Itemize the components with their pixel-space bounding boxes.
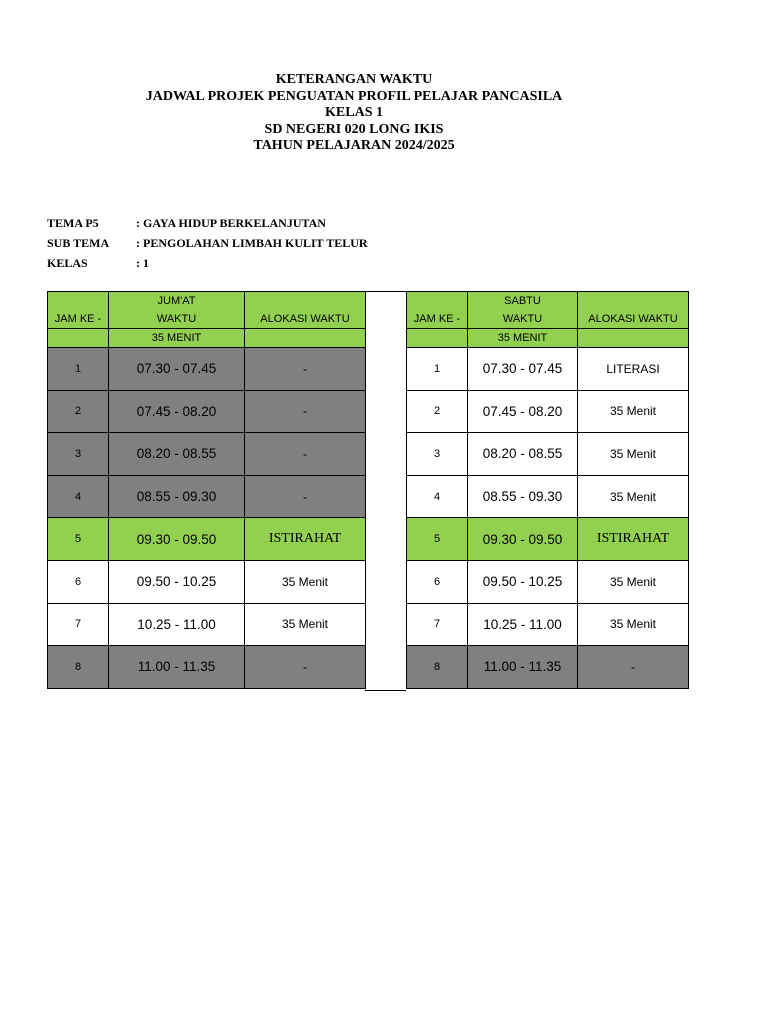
time-cell: 11.00 - 11.35 [109,646,245,689]
time-cell: 07.30 - 07.45 [468,348,578,391]
title-line: SD NEGERI 020 LONG IKIS [264,121,444,137]
table-gap [365,291,406,691]
time-cell: 08.20 - 08.55 [468,433,578,476]
alokasi-cell: - [245,646,366,689]
header-cell [245,329,366,348]
meta-value: : GAYA HIDUP BERKELANJUTAN [136,215,326,230]
meta-key: TEMA P5 [47,215,99,230]
table-row [48,390,366,433]
jam-header: JAM KE - [407,310,468,329]
time-cell: 07.30 - 07.45 [109,348,245,391]
header-cell [407,329,468,348]
alokasi-cell: 35 Menit [578,475,689,518]
meta-row-tema [47,213,368,233]
table-row [407,348,689,391]
alokasi-cell: 35 Menit [578,603,689,646]
duration-header: 35 MENIT [109,329,245,348]
jam-cell: 2 [48,390,109,433]
table-row [48,433,366,476]
meta-key: SUB TEMA [47,235,110,250]
time-cell: 08.55 - 09.30 [468,475,578,518]
time-cell: 08.20 - 08.55 [109,433,245,476]
header-row [407,292,689,311]
jam-cell: 5 [407,518,468,561]
header-row [48,310,366,329]
alokasi-cell: ISTIRAHAT [245,518,366,561]
table-row [407,475,689,518]
header-cell [578,292,689,311]
table-row [407,560,689,603]
jam-cell: 4 [407,475,468,518]
table-row [48,348,366,391]
header-row [48,329,366,348]
schedule-table-friday [47,291,366,689]
header-cell [245,292,366,311]
jam-cell: 1 [48,348,109,391]
time-cell: 09.50 - 10.25 [468,560,578,603]
meta-row-kelas [47,253,368,273]
jam-cell: 4 [48,475,109,518]
jam-cell: 3 [407,433,468,476]
jam-cell: 7 [48,603,109,646]
meta-value: : PENGOLAHAN LIMBAH KULIT TELUR [136,235,368,250]
time-cell: 11.00 - 11.35 [468,646,578,689]
alokasi-cell: LITERASI [578,348,689,391]
jam-cell: 3 [48,433,109,476]
jam-cell: 1 [407,348,468,391]
title-line: JADWAL PROJEK PENGUATAN PROFIL PELAJAR PANCASILA [145,88,563,104]
time-cell: 09.30 - 09.50 [109,518,245,561]
alokasi-cell: - [245,390,366,433]
duration-header: 35 MENIT [468,329,578,348]
time-cell: 09.50 - 10.25 [109,560,245,603]
alokasi-cell: 35 Menit [245,560,366,603]
title-line: KELAS 1 [325,105,383,120]
alokasi-cell: ISTIRAHAT [578,518,689,561]
time-cell: 08.55 - 09.30 [109,475,245,518]
jam-cell: 6 [407,560,468,603]
alokasi-cell: - [245,433,366,476]
alokasi-cell: 35 Menit [578,560,689,603]
time-cell: 10.25 - 11.00 [468,603,578,646]
alokasi-cell: - [578,646,689,689]
jam-cell: 5 [48,518,109,561]
waktu-header: WAKTU [109,310,245,329]
header-cell [48,329,109,348]
time-cell: 10.25 - 11.00 [109,603,245,646]
document-title [0,72,708,155]
schedule-table-saturday [406,291,689,689]
time-cell: 09.30 - 09.50 [468,518,578,561]
jam-cell: 8 [48,646,109,689]
meta-key: KELAS [47,255,88,270]
alokasi-cell: 35 Menit [578,390,689,433]
header-cell [48,292,109,311]
title-line: TAHUN PELAJARAN 2024/2025 [253,138,455,153]
alokasi-header: ALOKASI WAKTU [245,310,366,329]
table-row [48,646,366,689]
header-row [407,310,689,329]
alokasi-cell: 35 Menit [245,603,366,646]
table-row [407,646,689,689]
meta-value: : 1 [136,255,149,270]
alokasi-header: ALOKASI WAKTU [578,310,689,329]
table-row [48,518,366,561]
table-row [407,390,689,433]
time-cell: 07.45 - 08.20 [468,390,578,433]
table-row [407,518,689,561]
table-row [48,560,366,603]
header-row [407,329,689,348]
meta-row-subtema [47,233,368,253]
jam-cell: 7 [407,603,468,646]
table-row [407,603,689,646]
table-row [48,603,366,646]
jam-cell: 8 [407,646,468,689]
meta-info [47,213,368,273]
table-row [48,475,366,518]
header-row [48,292,366,311]
header-cell [578,329,689,348]
day-header: SABTU [468,292,578,311]
alokasi-cell: - [245,348,366,391]
table-row [407,433,689,476]
jam-cell: 6 [48,560,109,603]
jam-header: JAM KE - [48,310,109,329]
header-cell [407,292,468,311]
day-header: JUM'AT [109,292,245,311]
title-line: KETERANGAN WAKTU [275,72,433,87]
jam-cell: 2 [407,390,468,433]
waktu-header: WAKTU [468,310,578,329]
alokasi-cell: 35 Menit [578,433,689,476]
time-cell: 07.45 - 08.20 [109,390,245,433]
alokasi-cell: - [245,475,366,518]
